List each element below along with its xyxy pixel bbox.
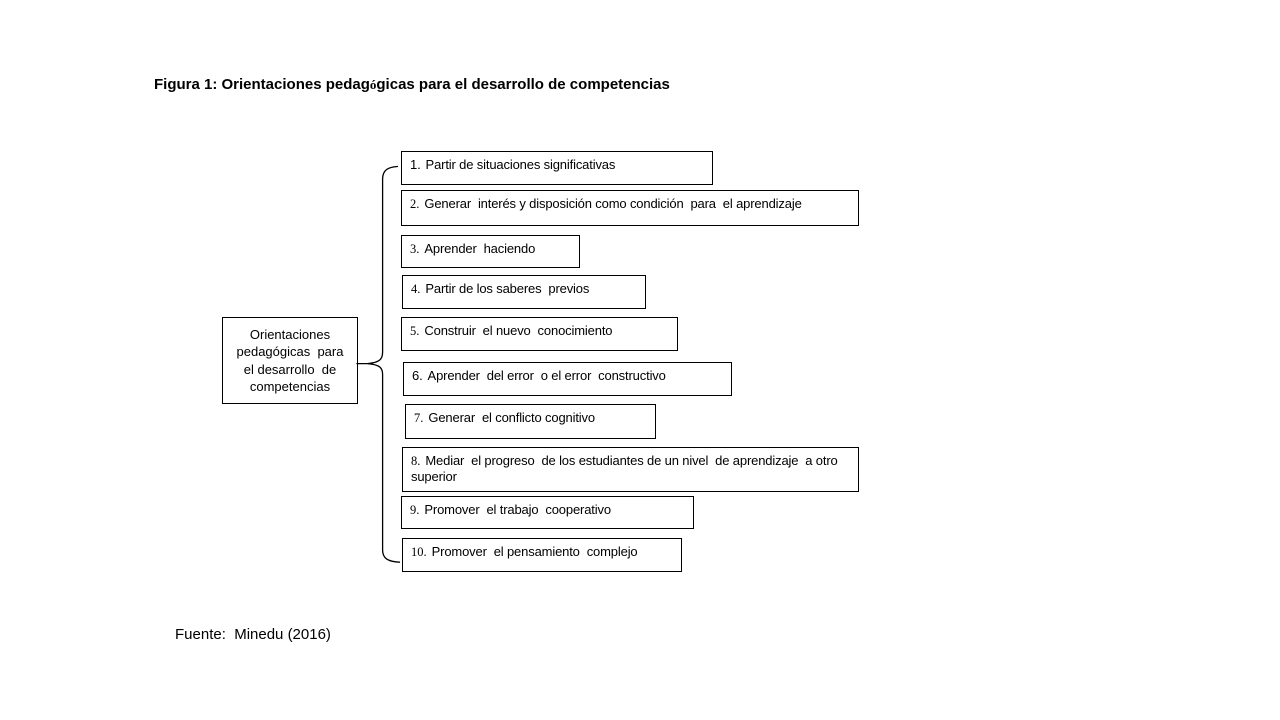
root-box-label: Orientaciones pedagógicas para el desarrollo de competencias [236,326,344,394]
brace-connector [368,167,400,563]
source-caption: Fuente: Minedu (2016) [175,626,331,643]
figure-title-suffix: gicas para el desarrollo de competencias [376,76,670,93]
principle-label: Promover el trabajo cooperativo [424,502,611,517]
principle-number: 7. [414,411,424,425]
figure-title [154,76,670,94]
principle-label: Aprender del error o el error constructivo [427,368,666,383]
principle-box-7 [405,404,656,439]
principle-label: Partir de los saberes previos [425,281,590,296]
principle-box-3 [401,235,580,268]
principle-number: 3. [410,242,420,256]
principle-label: Construir el nuevo conocimiento [424,323,613,338]
principle-label: Mediar el progreso de los estudiantes de un nivel de aprendizaje a otro superior [411,453,838,484]
figure-title-accent-char: ó [369,77,377,92]
principle-number: 8. [411,454,421,468]
root-box [222,317,358,404]
principle-box-4 [402,275,646,309]
principle-label: Aprender haciendo [424,241,536,256]
principle-label: Partir de situaciones significativas [425,157,616,172]
principle-box-5 [401,317,678,351]
principle-box-1 [401,151,713,185]
principle-box-6 [403,362,732,396]
principle-box-2 [401,190,859,226]
principle-number: 2. [410,197,420,211]
principle-box-9 [401,496,694,529]
principle-number: 5. [410,324,420,338]
principle-box-10 [402,538,682,572]
principle-box-8 [402,447,859,492]
principle-number: 10. [411,545,427,559]
principle-label: Promover el pensamiento complejo [431,544,638,559]
principle-number: 9. [410,503,420,517]
principle-label: Generar el conflicto cognitivo [428,410,595,425]
principle-number: 1. [410,157,421,172]
principle-number: 4. [411,282,421,296]
principle-label: Generar interés y disposición como condición para el aprendizaje [424,196,802,211]
figure-title-prefix: Figura 1: Orientaciones pedag [154,76,370,93]
principle-number: 6. [412,368,423,383]
